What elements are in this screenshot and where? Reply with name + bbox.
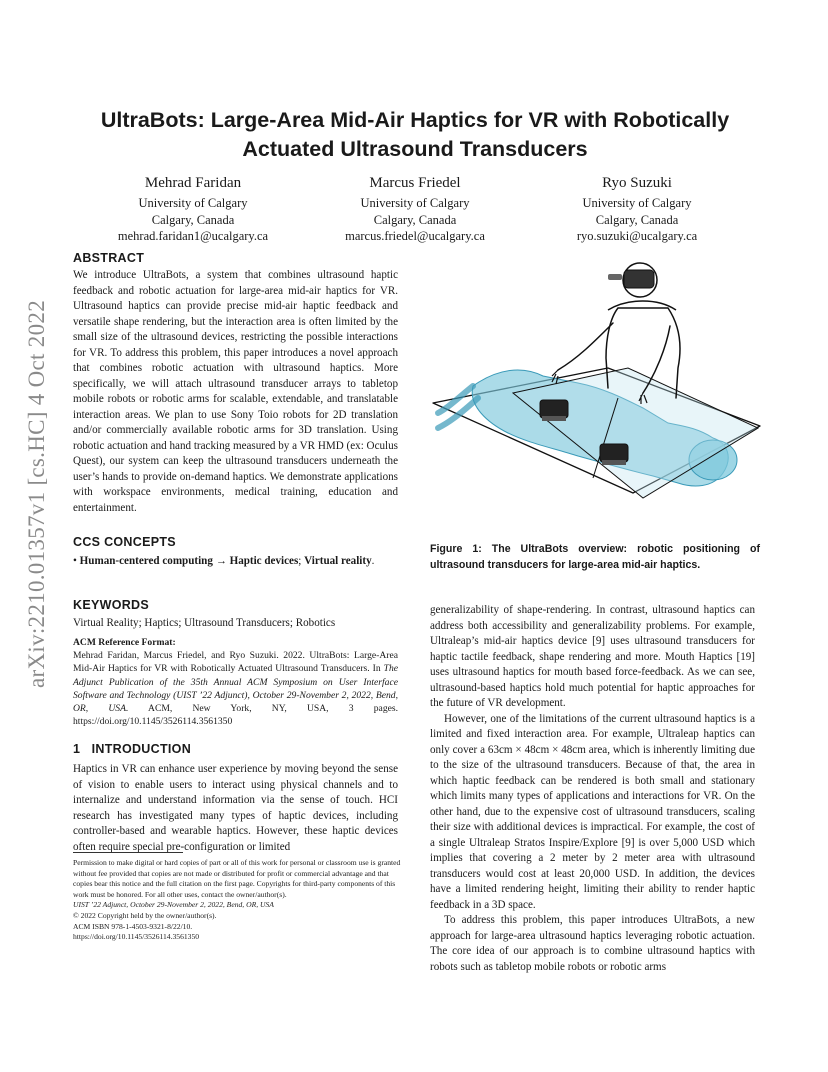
footnote-doi[interactable]: https://doi.org/10.1145/3526114.3561350 (73, 932, 200, 942)
footnote (73, 858, 403, 943)
acm-reference-part2[interactable]: ACM, New York, NY, USA, 3 pages. https://doi.org/10.1145/3526114.3561350 (73, 703, 399, 728)
figure-caption: Figure 1: The UltraBots overview: robotic positioning of ultrasound transducers for large-area mid-air haptics. (430, 543, 760, 571)
author-location: Calgary, Canada (151, 212, 235, 227)
author-name: Ryo Suzuki (602, 175, 672, 191)
vr-headset (624, 270, 654, 288)
person-arm-left (558, 323, 613, 370)
arxiv-stamp (14, 290, 54, 690)
author-email[interactable]: mehrad.faridan1@ucalgary.ca (117, 229, 269, 243)
intro-heading-number: 1 (73, 742, 81, 756)
author-affiliation: University of Calgary (360, 196, 470, 210)
acm-reference-heading: ACM Reference Format: (73, 637, 176, 648)
intro-column-left (73, 762, 398, 855)
acm-reference-part1: Mehrad Faridan, Marcus Friedel, and Ryo Suzuki. 2022. UltraBots: Large-Area Mid-Air Haptics for VR with Robotically Actuated Ultrasound Transducers. In (73, 650, 398, 675)
arxiv-stamp-text: arXiv:2210.01357v1 [cs.HC] 4 Oct 2022 (24, 300, 49, 688)
ccs-end: . (371, 555, 375, 567)
robot-1 (540, 400, 568, 421)
ccs-heading: CCS CONCEPTS (73, 535, 176, 549)
abstract-heading: ABSTRACT (73, 251, 145, 265)
intro-paragraph-3: To address this problem, this paper introduces UltraBots, a new approach for large-area ultrasound haptics leveraging robotic actuation. The core idea of our approach is to combine ultrasound haptics with robots such as tabletop mobile robots or robotic arms (430, 914, 755, 973)
ccs-separator: ; (298, 555, 302, 567)
author-affiliation: University of Calgary (138, 196, 248, 210)
footnote-permission: Permission to make digital or hard copies of part or all of this work for personal or classroom use is granted without fee provided that copies are not made or distributed for profit or commercial advantage and that copies bear this notice and the full citation on the first page. Copyrights for third-party components of this work must be honored. For all other uses, contact the owner/author(s). (73, 858, 401, 899)
paper-title (80, 106, 750, 164)
author-block-2 (290, 174, 540, 245)
footnote-copyright: © 2022 Copyright held by the owner/author(s). (73, 910, 217, 920)
intro-heading (73, 742, 191, 756)
keywords-heading: KEYWORDS (73, 598, 150, 612)
author-name: Marcus Friedel (369, 175, 461, 191)
footnote-isbn: ACM ISBN 978-1-4503-9321-8/22/10. (73, 921, 193, 931)
author-location: Calgary, Canada (373, 212, 457, 227)
intro-paragraph-2: However, one of the limitations of the current ultrasound haptics is a limited and fixed interaction area. For example, Ultraleap haptics can only cover a 63cm × 48cm × 48cm area, which is inherently limiting due to the size of the ultrasound transducers. Because of that, the area in which haptic feedback can be rendered is both small and stationary which limits many types of applications and interactions for VR. On the other hand, due to the expensive cost of ultrasound transducers, scaling their size with additional devices is impractical. For example, the cost of a single Ultraleap Stratos Inspire/Explore [9] is over 5,000 USD which implies that covering a 2 meter by 2 meter area with ultrasound transducers would cost at least 20,000 USD. In addition, the devices have a limited rendering height, limiting their ability to render haptic feedback in a 3D space. (430, 712, 755, 911)
abstract-text: We introduce UltraBots, a system that combines ultrasound haptic feedback and robotic actuation for large-area mid-air haptics for VR. Ultrasound haptics can provide precise mid-air haptic feedback and versatile shape rendering, but the interaction area is often limited by the small size of the ultrasound devices, restricting the possible interactions for VR. To address this problem, this paper introduces a novel approach that combines robotic actuation with ultrasound haptics. More specifically, we will attach ultrasound transducer arrays to tabletop mobile robots or robotic arms for scalable, extendable, and translatable interaction areas. We plan to use Sony Toio robots for 2D translation and/or commercially available robotic arms for 3D translation. Using robotic actuation and hand tracking measured by a VR HMD (ex: Oculus Quest), our system can keep the ultrasound transducers underneath the user’s hands to provide on-demand haptics. We demonstrate applications with workspace environments, medical training, education and entertainment. (73, 269, 398, 514)
intro-paragraph-1-continued: generalizability of shape-rendering. In contrast, ultrasound haptics can address both accessibility and generalizability problems. For example, Ultraleap’s mid-air haptics device [9] uses ultrasound transducers for haptic tactile feedback, shape rendering and more. Mouth Haptics [19] uses ultrasound haptics for mouth based force-feedback. As we can see, ultrasound-based haptics hold much potential for haptic approaches for the future of VR development. (430, 604, 755, 709)
ccs-body (73, 554, 398, 570)
keywords-body (73, 616, 398, 632)
author-email[interactable]: ryo.suzuki@ucalgary.ca (576, 229, 698, 243)
acm-reference-venue: The Adjunct Publication of the 35th Annual ACM Symposium on User Interface Software and Technology (UIST ’22 Adjunct), October 29-November 2, 2022, Bend, OR, USA. (73, 663, 398, 715)
robot-2 (600, 444, 628, 465)
ccs-concept-2: Haptic devices (229, 555, 299, 567)
acm-reference (73, 636, 398, 728)
title-line-2: Actuated Ultrasound Transducers (242, 137, 588, 161)
vr-strap (608, 274, 622, 280)
author-location: Calgary, Canada (595, 212, 679, 227)
intro-paragraph-1: Haptics in VR can enhance user experience by moving beyond the sense of vision to enable users to interact using physical channels and to internalize and understand information via the sense of touch. HCI research has investigated many types of haptic devices, including controller-based and wearable haptics. However, these haptic devices often require special pre-configuration or limited (73, 763, 398, 853)
footnote-venue: UIST ’22 Adjunct, October 29-November 2, 2022, Bend, OR, USA (73, 900, 274, 910)
ccs-bullet: • (73, 555, 77, 567)
title-line-1: UltraBots: Large-Area Mid-Air Haptics for VR with Robotically (100, 108, 730, 132)
intro-column-right (430, 603, 755, 975)
figure-1-illustration (428, 248, 768, 538)
author-email[interactable]: marcus.friedel@ucalgary.ca (345, 229, 485, 243)
author-block-1 (68, 174, 318, 245)
author-block-3 (512, 174, 762, 245)
ccs-arrow: → (215, 555, 227, 567)
ccs-concept-3: Virtual reality (304, 555, 372, 567)
intro-heading-text: INTRODUCTION (91, 742, 192, 756)
author-name: Mehrad Faridan (144, 175, 242, 191)
ccs-concept-1: Human-centered computing (79, 555, 213, 567)
abstract-body (73, 268, 398, 516)
footnote-rule (73, 852, 183, 853)
author-affiliation: University of Calgary (582, 196, 692, 210)
keywords-text: Virtual Reality; Haptics; Ultrasound Transducers; Robotics (73, 617, 336, 629)
